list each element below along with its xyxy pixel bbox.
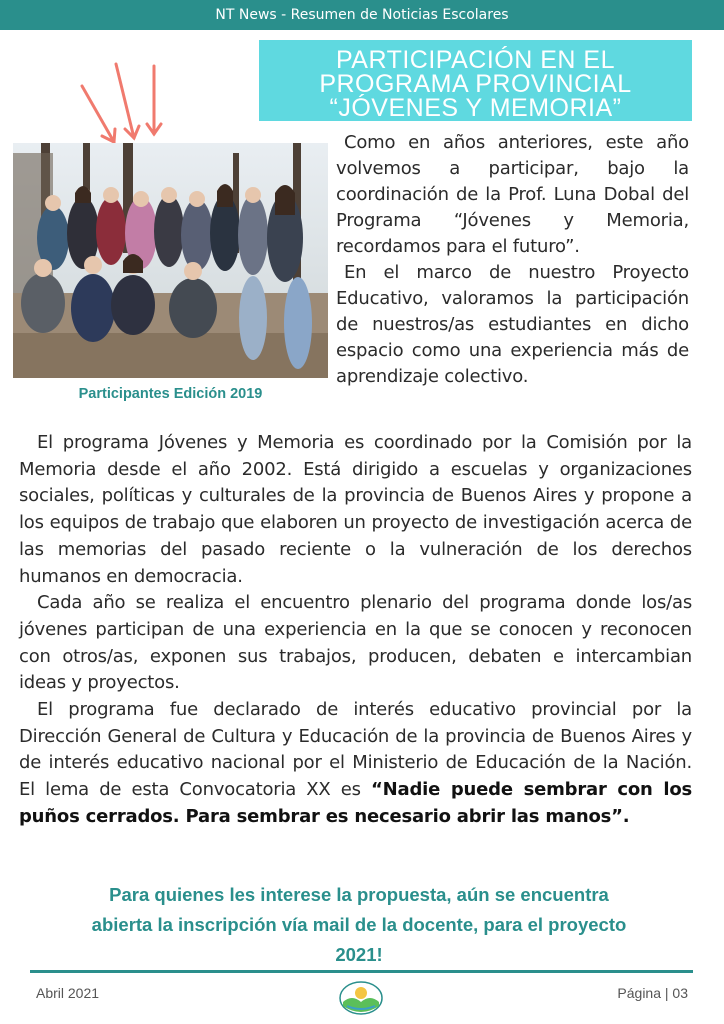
body-paragraph: Cada año se realiza el encuentro plenario del programa donde los/as jóvenes participan de una experiencia en la que se conocen y reconocen con otros/as, exponen sus trabajos, producen, debaten e intercambian ideas y proyectos. bbox=[19, 592, 692, 694]
footer-date: Abril 2021 bbox=[36, 985, 100, 1001]
article-title-line: “JÓVENES Y MEMORIA” bbox=[329, 94, 622, 122]
intro-paragraph: Como en años anteriores, este año volvemos a participar, bajo la coordinación de la Prof. Luna Dobal del Programa “Jóvenes y Memoria, recordamos para el futuro”. bbox=[336, 132, 689, 257]
pointing-arrows-icon bbox=[70, 58, 180, 148]
closing-text: El programa fue declarado de interés educativo provincial por la Dirección General de Cultura y Educación de la provincia de Buenos Aires y de interés educativo nacional por el Ministerio de Educación de la Nación. El lema de esta Convocatoria XX es bbox=[19, 699, 692, 801]
school-logo-icon bbox=[338, 980, 384, 1016]
call-to-action bbox=[19, 880, 699, 970]
article-title-line: PARTICIPACIÓN EN EL bbox=[335, 46, 615, 74]
cta-line: abierta la inscripción vía mail de la docente, para el proyecto bbox=[91, 914, 627, 935]
cta-line: Para quienes les interese la propuesta, aún se encuentra bbox=[109, 884, 609, 905]
body-paragraph bbox=[19, 697, 692, 831]
intro-paragraph: En el marco de nuestro Proyecto Educativo, valoramos la participación de nuestros/as estudiantes en dicho espacio como una experiencia más de aprendizaje colectivo. bbox=[336, 262, 689, 387]
body-paragraph: El programa Jóvenes y Memoria es coordinado por la Comisión por la Memoria desde el año 2002. Está dirigido a escuelas y organizaciones sociales, políticas y culturales de la provincia de Buenos Aires y propone a los equipos de trabajo que elaboren un proyecto de investigación acerca de las memorias del pasado reciente o la vulneración de los derechos humanos en democracia. bbox=[19, 432, 692, 587]
article-title-line: PROGRAMA PROVINCIAL bbox=[319, 70, 632, 98]
intro-text bbox=[336, 130, 689, 390]
article-body bbox=[19, 430, 692, 831]
photo-caption: Participantes Edición 2019 bbox=[78, 386, 263, 402]
newsletter-header: NT News - Resumen de Noticias Escolares bbox=[0, 0, 724, 30]
motto-text: “Nadie puede sembrar con los puños cerrados. Para sembrar es necesario abrir las manos”. bbox=[19, 779, 693, 827]
article-title-box bbox=[259, 40, 692, 121]
footer-page-number: Página | 03 bbox=[617, 985, 688, 1001]
group-photo bbox=[13, 143, 328, 378]
footer-divider bbox=[30, 970, 693, 973]
cta-line: 2021! bbox=[335, 944, 383, 965]
